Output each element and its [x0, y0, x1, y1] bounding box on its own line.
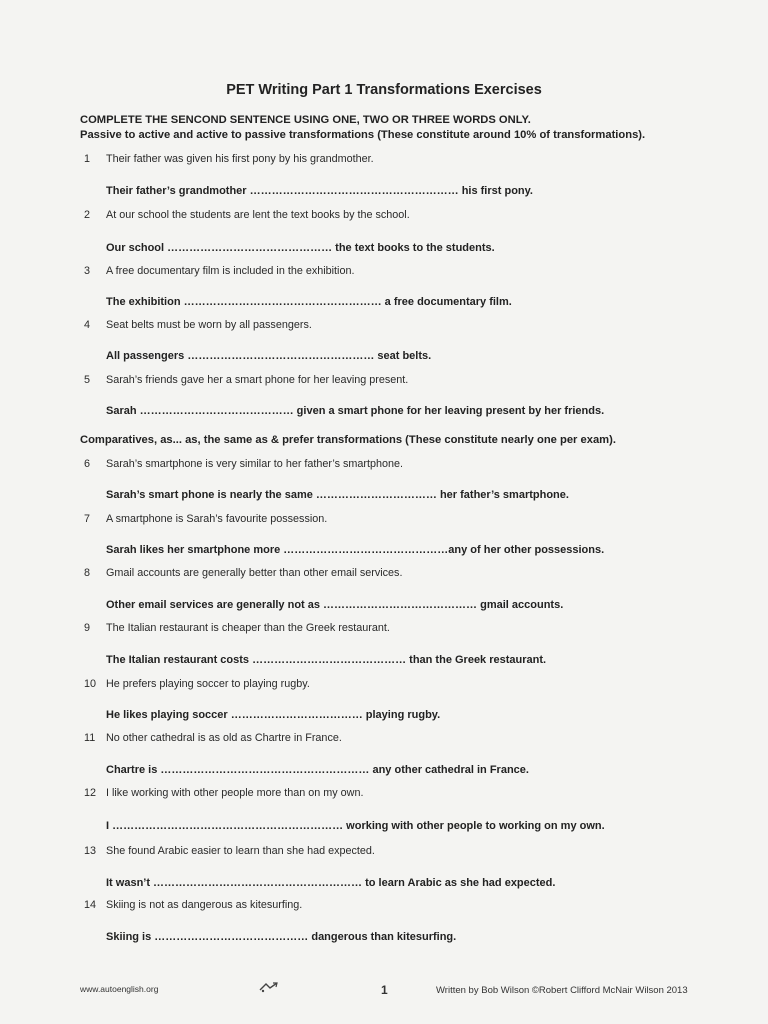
question-number: 7 — [84, 513, 91, 525]
question-number: 11 — [84, 732, 96, 744]
answer-line-8: Other email services are generally not as …………………………………… gmail accounts. — [106, 599, 564, 611]
question-text: A free documentary film is included in the exhibition. — [106, 265, 355, 277]
logo-mark-icon — [258, 980, 280, 994]
question-3 — [84, 265, 354, 277]
answer-line-13: It wasn’t ………………………………………………… to learn Arabic as she had expected. — [106, 877, 556, 889]
question-text: He prefers playing soccer to playing rugby. — [106, 678, 310, 690]
question-1 — [84, 153, 374, 165]
question-text: Gmail accounts are generally better than other email services. — [106, 567, 403, 579]
question-6 — [84, 458, 403, 470]
question-number: 5 — [84, 374, 91, 386]
question-number: 9 — [84, 622, 91, 634]
question-number: 1 — [84, 153, 91, 165]
question-text: At our school the students are lent the text books by the school. — [106, 209, 410, 221]
instructions-line-2: Passive to active and active to passive transformations (These constitute around 10% of transformations). — [80, 129, 646, 141]
question-5 — [84, 374, 408, 386]
question-9 — [84, 622, 390, 634]
question-text: A smartphone is Sarah’s favourite possession. — [106, 513, 328, 525]
answer-line-11: Chartre is ………………………………………………… any other cathedral in France. — [106, 764, 529, 776]
footer-website: www.autoenglish.org — [80, 984, 159, 994]
question-number: 14 — [84, 899, 97, 911]
instructions-line-1: COMPLETE THE SENCOND SENTENCE USING ONE, TWO OR THREE WORDS ONLY. — [80, 114, 531, 126]
page-number: 1 — [381, 983, 388, 997]
page-title: PET Writing Part 1 Transformations Exercises — [226, 82, 542, 98]
question-text: Seat belts must be worn by all passengers. — [106, 319, 312, 331]
question-7 — [84, 513, 327, 525]
answer-line-2: Our school ……………………………………… the text books to the students. — [106, 242, 495, 254]
question-text: I like working with other people more than on my own. — [106, 787, 364, 799]
question-2 — [84, 209, 410, 221]
question-text: No other cathedral is as old as Chartre in France. — [106, 732, 342, 744]
question-10 — [84, 678, 310, 690]
question-number: 10 — [84, 678, 97, 690]
question-text: Their father was given his first pony by his grandmother. — [106, 153, 374, 165]
section-heading-comparatives: Comparatives, as... as, the same as & prefer transformations (These constitute nearly one per exam). — [80, 434, 616, 446]
question-12 — [84, 787, 363, 799]
answer-line-5: Sarah …………………………………… given a smart phone for her leaving present by her friends. — [106, 405, 605, 417]
question-4 — [84, 319, 312, 331]
answer-line-7: Sarah likes her smartphone more ………………………………………any of her other possessions. — [106, 544, 605, 556]
question-8 — [84, 567, 402, 579]
question-number: 12 — [84, 787, 97, 799]
question-13 — [84, 845, 375, 857]
answer-line-12: I ……………………………………………………… working with other people to working on my own. — [106, 820, 605, 832]
answer-line-4: All passengers …………………………………………… seat belts. — [106, 350, 432, 362]
question-number: 6 — [84, 458, 91, 470]
question-text: Sarah’s friends gave her a smart phone for her leaving present. — [106, 374, 409, 386]
question-text: She found Arabic easier to learn than she had expected. — [106, 845, 375, 857]
footer-credit: Written by Bob Wilson ©Robert Clifford McNair Wilson 2013 — [436, 985, 688, 996]
question-text: The Italian restaurant is cheaper than the Greek restaurant. — [106, 622, 390, 634]
answer-line-9: The Italian restaurant costs …………………………………… than the Greek restaurant. — [106, 654, 547, 666]
answer-line-1: Their father’s grandmother ………………………………………………… his first pony. — [106, 185, 533, 197]
question-11 — [84, 732, 342, 744]
question-number: 4 — [84, 319, 91, 331]
answer-line-6: Sarah’s smart phone is nearly the same …………………………… her father’s smartphone. — [106, 489, 569, 501]
question-number: 13 — [84, 845, 97, 857]
question-text: Skiing is not as dangerous as kitesurfing. — [106, 899, 303, 911]
question-text: Sarah’s smartphone is very similar to her father’s smartphone. — [106, 458, 404, 470]
question-14 — [84, 899, 302, 911]
question-number: 3 — [84, 265, 91, 277]
question-number: 8 — [84, 567, 91, 579]
answer-line-14: Skiing is …………………………………… dangerous than kitesurfing. — [106, 931, 457, 943]
answer-line-3: The exhibition ……………………………………………… a free documentary film. — [106, 296, 512, 308]
answer-line-10: He likes playing soccer ……………………………… playing rugby. — [106, 709, 441, 721]
question-number: 2 — [84, 209, 91, 221]
